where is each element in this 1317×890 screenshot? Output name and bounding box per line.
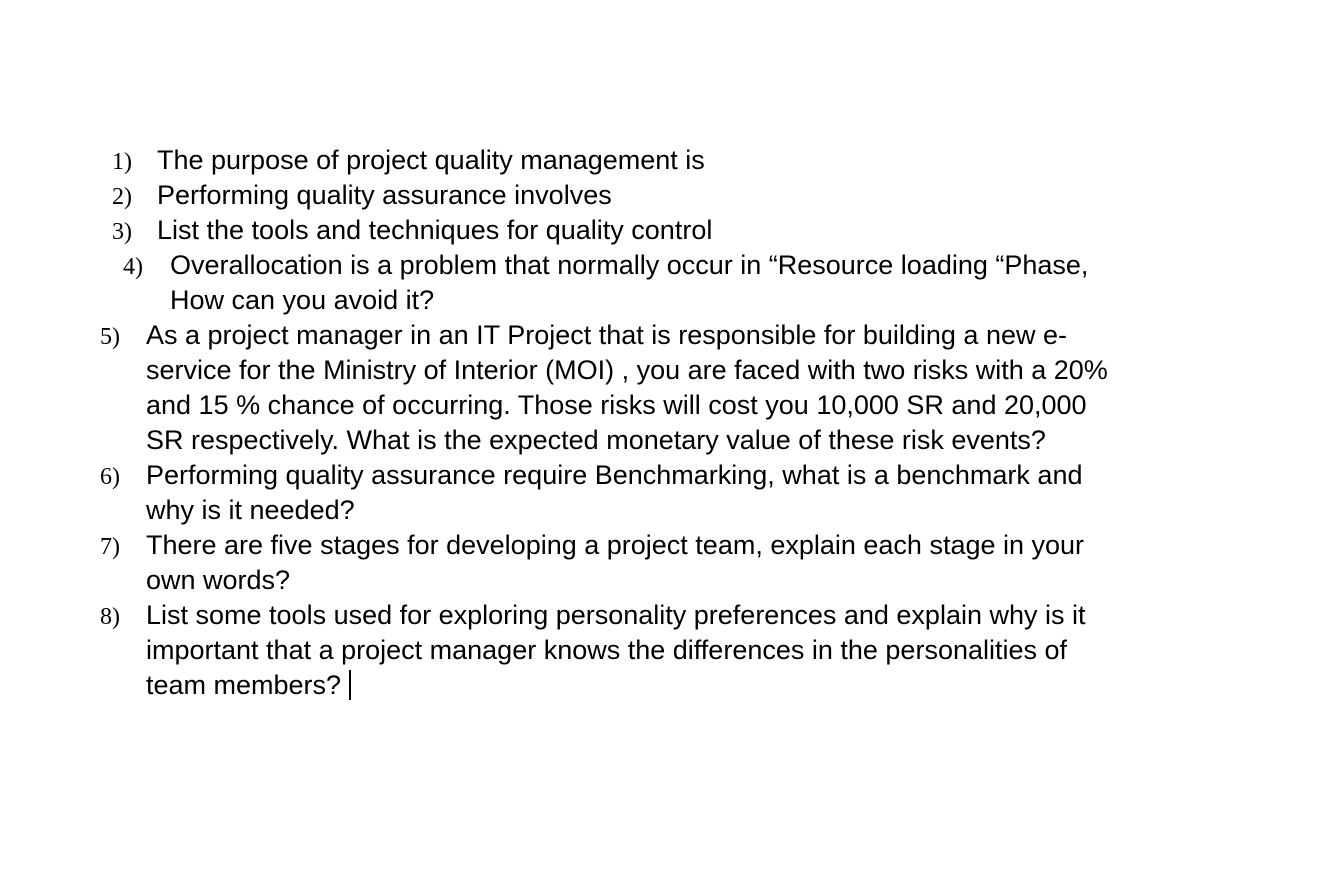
question-line: service for the Ministry of Interior (MOI) , you are faced with two risks with a 20% bbox=[146, 355, 1108, 385]
question-line: The purpose of project quality management is bbox=[157, 145, 705, 175]
question-line: List some tools used for exploring personality preferences and explain why is it bbox=[146, 600, 1086, 630]
question-text bbox=[157, 143, 1257, 178]
question-number: 2) bbox=[112, 184, 132, 210]
question-text bbox=[170, 248, 1230, 318]
question-line: Performing quality assurance require Benchmarking, what is a benchmark and bbox=[146, 460, 1083, 490]
question-line: Performing quality assurance involves bbox=[157, 180, 612, 210]
question-number: 8) bbox=[100, 604, 120, 630]
question-line: There are five stages for developing a project team, explain each stage in your bbox=[146, 530, 1085, 560]
question-line: Overallocation is a problem that normally occur in “Resource loading “Phase, bbox=[170, 250, 1089, 280]
question-line: why is it needed? bbox=[146, 495, 355, 525]
question-line-last bbox=[146, 668, 1236, 703]
question-text bbox=[146, 528, 1236, 598]
question-line: List the tools and techniques for quality control bbox=[157, 215, 713, 245]
question-number: 4) bbox=[123, 254, 143, 280]
question-number: 7) bbox=[100, 534, 120, 560]
question-text bbox=[146, 318, 1236, 458]
question-number: 1) bbox=[112, 149, 132, 175]
question-line: important that a project manager knows the differences in the personalities of bbox=[146, 635, 1068, 665]
question-line: team members? bbox=[146, 670, 342, 700]
text-cursor bbox=[349, 670, 351, 700]
question-line: As a project manager in an IT Project that is responsible for building a new e- bbox=[146, 320, 1067, 350]
question-line: and 15 % chance of occurring. Those risks will cost you 10,000 SR and 20,000 bbox=[146, 390, 1087, 420]
question-number: 6) bbox=[100, 464, 120, 490]
question-line: How can you avoid it? bbox=[170, 285, 435, 315]
question-text bbox=[146, 458, 1236, 528]
question-text bbox=[157, 213, 1257, 248]
question-number: 5) bbox=[100, 324, 120, 350]
question-line: own words? bbox=[146, 565, 291, 595]
question-text bbox=[157, 178, 1257, 213]
question-number: 3) bbox=[112, 219, 132, 245]
question-line: SR respectively. What is the expected monetary value of these risk events? bbox=[146, 425, 1046, 455]
question-text[interactable] bbox=[146, 598, 1236, 703]
